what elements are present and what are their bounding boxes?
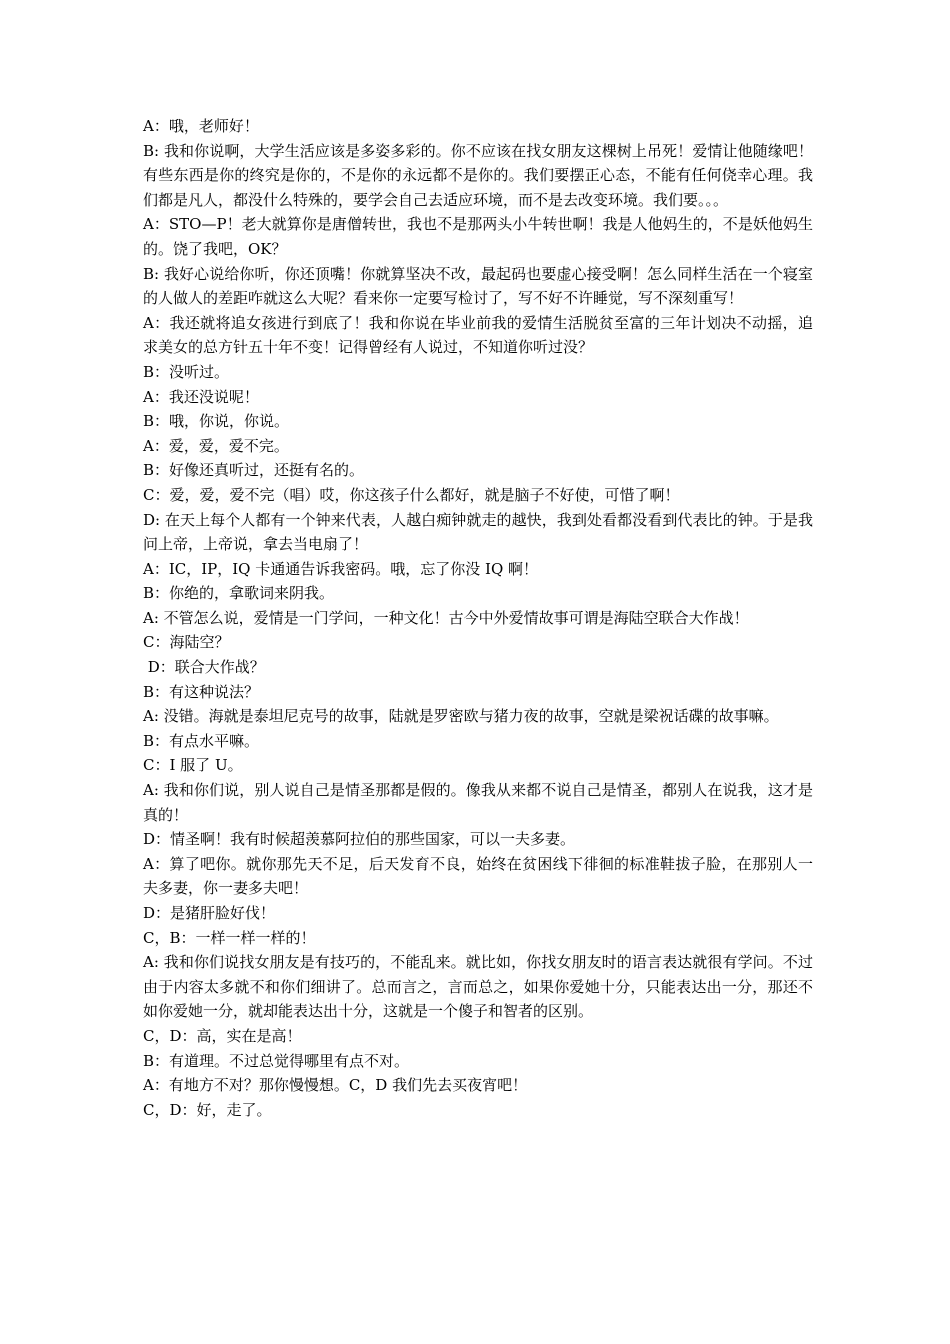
dialogue-line: B：哦，你说，你说。: [143, 412, 290, 431]
dialogue-line: C，B：一样一样一样的！: [143, 928, 316, 947]
dialogue-line: B：好像还真听过，还挺有名的。: [143, 461, 365, 480]
dialogue-line: A：我还没说呢！: [143, 387, 259, 406]
dialogue-line: B：有道理。不过总觉得哪里有点不对。: [143, 1051, 410, 1070]
dialogue-line: B：没听过。: [143, 362, 230, 381]
dialogue-line: A：IC，IP，IQ 卡通通告诉我密码。哦，忘了你没 IQ 啊！: [143, 559, 539, 578]
dialogue-line: B: 我好心说给你听，你还顶嘴！你就算坚决不改，最起码也要虚心接受啊！怎么同样生活在一个寝室的人做人的差距咋就这么大呢？看来你一定要写检讨了，写不好不许睡觉，写不深刻重写！: [143, 264, 813, 308]
dialogue-line: C：海陆空？: [143, 633, 230, 652]
dialogue-line: D: 在天上每个人都有一个钟来代表，人越白痴钟就走的越快，我到处看都没看到代表比的钟。于是我问上帝，上帝说，拿去当电扇了！: [143, 510, 813, 554]
dialogue-line: A：爱，爱，爱不完。: [143, 436, 289, 455]
dialogue-line: B：有这种说法？: [143, 682, 260, 701]
dialogue-line: D：情圣啊！我有时候超羡慕阿拉伯的那些国家，可以一夫多妻。: [143, 830, 576, 849]
dialogue-line: A: 我和你们说找女朋友是有技巧的，不能乱来。就比如，你找女朋友时的语言表达就很有学问。不过由于内容太多就不和你们细讲了。总而言之，言而总之，如果你爱她十分，只能表达出一分，那还不如你爱她一分，就却能表达出十分，这就是一个傻子和智者的区别。: [143, 953, 813, 1021]
dialogue-line: A：我还就将追女孩进行到底了！我和你说在毕业前我的爱情生活脱贫至富的三年计划决不动摇，追求美女的总方针五十年不变！记得曾经有人说过，不知道你听过没？: [143, 313, 813, 357]
dialogue-line: B: 我和你说啊，大学生活应该是多姿多彩的。你不应该在找女朋友这棵树上吊死！爱情让他随缘吧！有些东西是你的终究是你的，不是你的永远都不是你的。我们要摆正心态，不能有任何侥幸心理。我们都是凡人，都没什么特殊的，要学会自己去适应环境，而不是去改变环境。我们要。。。: [143, 141, 813, 209]
dialogue-line: D：联合大作战？: [143, 658, 265, 677]
dialogue-line: A：STO—P！老大就算你是唐僧转世，我也不是那两头小牛转世啊！我是人他妈生的，不是妖他妈生的。饶了我吧，OK？: [143, 215, 813, 258]
dialogue-line: A：算了吧你。就你那先天不足，后天发育不良，始终在贫困线下徘徊的标准鞋拔子脸，在那别人一夫多妻，你一妻多夫吧！: [143, 854, 813, 898]
dialogue-line: C，D：高，实在是高！: [143, 1026, 302, 1045]
dialogue-line: C，D：好，走了。: [143, 1100, 272, 1119]
dialogue-line: A: 没错。海就是泰坦尼克号的故事，陆就是罗密欧与猪力夜的故事，空就是梁祝话碟的故事嘛。: [143, 707, 779, 726]
dialogue-line: A: 我和你们说，别人说自己是情圣那都是假的。像我从来都不说自己是情圣，都别人在说我，这才是真的！: [143, 781, 813, 824]
document-body: [143, 114, 813, 1122]
dialogue-line: A：哦，老师好！: [143, 117, 259, 135]
dialogue-line: D：是猪肝脸好伐！: [143, 904, 276, 922]
dialogue-line: B：有点水平嘛。: [143, 731, 260, 750]
dialogue-line: C：I 服了 U。: [143, 756, 243, 775]
dialogue-line: C：爱，爱，爱不完（唱）哎，你这孩子什么都好，就是脑子不好使，可惜了啊！: [143, 485, 680, 504]
dialogue-line: A: 不管怎么说，爱情是一门学问，一种文化！古今中外爱情故事可谓是海陆空联合大作战！: [143, 608, 749, 627]
dialogue-line: A：有地方不对？那你慢慢想。C，D 我们先去买夜宵吧！: [143, 1076, 528, 1095]
dialogue-line: B：你绝的，拿歌词来阴我。: [143, 584, 335, 603]
